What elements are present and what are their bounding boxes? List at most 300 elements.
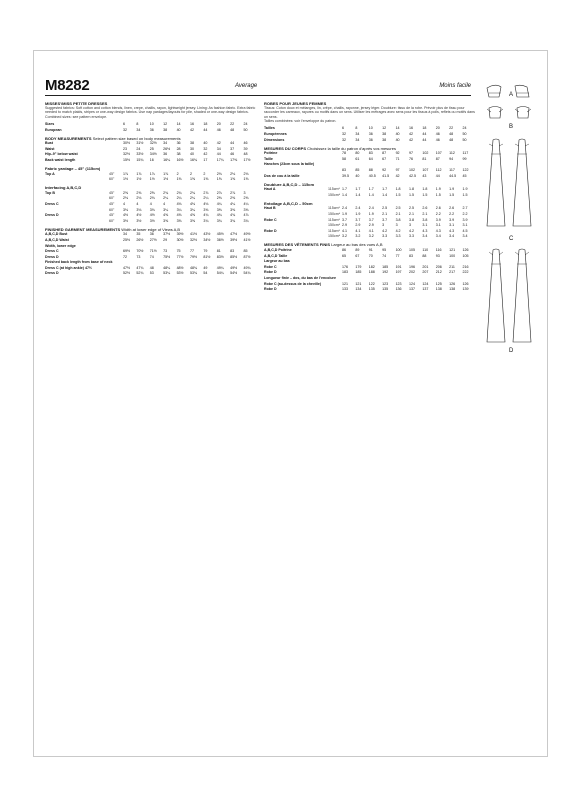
table-cell: 54¼ xyxy=(216,271,224,276)
table-cell: 137 xyxy=(408,287,415,292)
table-cell: 16¾ xyxy=(189,157,197,162)
table-cell: 1.4 xyxy=(382,192,388,197)
table-cell: 2¾ xyxy=(163,190,169,195)
table-cell: 36 xyxy=(149,232,154,237)
sizes-heading-fr: ROBES POUR JEUNES FEMMES xyxy=(264,101,327,106)
table-cell: 22 xyxy=(449,126,454,131)
table-cell: 123 xyxy=(382,281,389,286)
table-cell: 34 xyxy=(216,146,221,151)
row-label: Poitrine xyxy=(264,151,278,156)
table-cell: 3¾ xyxy=(230,218,236,223)
table-cell: 2 xyxy=(203,171,206,176)
finished-heading-fr: MESURES DES VÊTEMENTS FINIS xyxy=(264,242,331,248)
table-cell: 37½ xyxy=(163,232,171,237)
table-cell: 52¾ xyxy=(136,271,144,276)
table-cell: 36 xyxy=(368,132,373,137)
table-cell: 216 xyxy=(462,264,469,269)
table-cell: 41.5 xyxy=(382,173,390,178)
table-cell: 1.7 xyxy=(382,187,388,192)
table-cell: 18 xyxy=(422,126,427,131)
table-cell: 4⅞ xyxy=(243,213,249,218)
table-cell: 3.9 xyxy=(462,217,468,222)
table-cell: 24 xyxy=(136,146,141,151)
row-unit: 150cm* xyxy=(328,192,341,197)
table-cell: 10 xyxy=(368,126,373,131)
table-cell: 116 xyxy=(435,247,442,252)
table-cell: 3¼ xyxy=(189,207,195,212)
table-cell: 3½ xyxy=(149,218,155,223)
table-cell: 134 xyxy=(355,287,362,292)
row-label: Finished back length from base of neck xyxy=(45,260,113,265)
table-cell: 77 xyxy=(189,249,194,254)
interfacing-heading-en: Interfacing A,B,C,D xyxy=(45,185,82,191)
table-cell: 2.9 xyxy=(368,223,374,228)
table-cell: 53¾ xyxy=(189,271,197,276)
table-cell: 34 xyxy=(136,127,141,132)
table-cell: 2.9 xyxy=(355,223,361,228)
table-cell: 1.5 xyxy=(422,192,428,197)
table-cell: 4⅝ xyxy=(163,213,169,218)
table-cell: 3½ xyxy=(123,218,128,223)
row-label: A,B,C,D Waist xyxy=(45,237,69,242)
table-row xyxy=(264,137,476,143)
table-cell: 121 xyxy=(342,281,348,286)
table-cell: 97 xyxy=(395,168,400,173)
table-cell: 44 xyxy=(422,137,427,142)
table-cell: 1⅝ xyxy=(176,177,182,182)
table-cell: 3⅜ xyxy=(216,207,222,212)
table-cell: 1⅝ xyxy=(189,177,195,182)
table-cell: 92 xyxy=(382,168,387,173)
table-cell: 53¼ xyxy=(163,271,171,276)
table-cell: 183 xyxy=(342,270,348,275)
table-cell: 16½ xyxy=(176,157,184,162)
table-cell: 41½ xyxy=(243,237,251,242)
table-cell: 1.8 xyxy=(408,187,414,192)
table-cell: 99 xyxy=(462,156,467,161)
table-cell: 102 xyxy=(422,151,429,156)
table-cell: 3.2 xyxy=(342,234,347,239)
table-cell: 3.1 xyxy=(435,223,441,228)
row-unit xyxy=(328,173,342,179)
table-row xyxy=(45,157,257,163)
table-cell: 54¾ xyxy=(243,271,251,276)
table-cell: 135 xyxy=(382,287,389,292)
table-cell: 2⅜ xyxy=(230,196,236,201)
pattern-header xyxy=(45,77,471,97)
table-cell: 87½ xyxy=(243,254,251,259)
table-cell: 61 xyxy=(355,156,360,161)
view-illustrations xyxy=(479,78,541,358)
table-cell: 2⅞ xyxy=(230,190,236,195)
table-cell: 3 xyxy=(395,223,398,228)
table-cell: 42 xyxy=(408,137,413,142)
row-unit: 45" xyxy=(109,171,115,176)
table-cell: 47¾ xyxy=(136,265,144,270)
table-cell: 46 xyxy=(216,127,221,132)
table-cell: 2⅛ xyxy=(123,196,128,201)
table-cell: 39½ xyxy=(176,232,184,237)
table-cell: 121 xyxy=(355,281,362,286)
table-cell: 1⅝ xyxy=(216,177,222,182)
table-cell: 4.2 xyxy=(382,228,388,233)
table-cell: 18 xyxy=(203,122,208,126)
table-cell: 1.7 xyxy=(368,187,374,192)
table-cell: 42.5 xyxy=(408,173,416,178)
table-cell: 53½ xyxy=(176,271,184,276)
row-label: Top A xyxy=(45,171,55,176)
table-cell: 54 xyxy=(203,271,208,276)
table-cell: 3⅝ xyxy=(189,218,195,223)
table-cell: 2.1 xyxy=(422,212,428,217)
table-cell: 176 xyxy=(342,264,348,269)
table-cell: 3¼ xyxy=(163,207,169,212)
row-label xyxy=(264,234,328,240)
table-cell: 185 xyxy=(382,264,389,269)
table-cell: 3⅜ xyxy=(230,207,236,212)
row-label: A,B,C,D Taille xyxy=(264,253,288,258)
table-cell: 207 xyxy=(422,270,429,275)
table-cell: 34 xyxy=(355,137,360,142)
table-cell: 75½ xyxy=(163,254,171,259)
table-cell: 196 xyxy=(408,264,415,269)
table-cell: 117 xyxy=(462,151,469,156)
table-cell: 49¾ xyxy=(243,265,251,270)
table-cell: 139 xyxy=(462,287,469,292)
table-cell: 32½ xyxy=(149,141,157,146)
table-cell: 3.7 xyxy=(355,217,361,222)
table-cell: 46 xyxy=(435,132,440,137)
row-label: Robe C (au-dessus de la cheville) xyxy=(264,281,322,286)
table-row xyxy=(45,177,257,183)
table-cell: 26½ xyxy=(136,237,144,242)
table-cell: 1.5 xyxy=(395,192,401,197)
table-cell: 72 xyxy=(123,254,127,259)
row-label: Sizes xyxy=(45,122,55,126)
table-cell: 1⅞ xyxy=(123,171,128,176)
table-row xyxy=(45,218,257,224)
table-cell: 2⅛ xyxy=(149,196,155,201)
table-cell: 44 xyxy=(216,152,221,157)
row-unit xyxy=(109,271,123,277)
finished-sub-en: Width at lower edge of Views A,B xyxy=(121,226,181,232)
table-cell: 122 xyxy=(368,281,375,286)
table-row xyxy=(264,287,476,293)
row-unit: 60" xyxy=(109,207,115,212)
table-cell: 3⅜ xyxy=(243,207,249,212)
table-cell: 202 xyxy=(408,270,415,275)
combined-sizes-note-fr: Tailles combinées: voir l'enveloppe du patron. xyxy=(264,119,337,124)
row-unit xyxy=(109,127,123,133)
table-cell: 2⅝ xyxy=(149,190,155,195)
table-cell: 2.6 xyxy=(435,206,441,211)
view-d-label: D xyxy=(509,348,514,354)
table-cell: 64 xyxy=(368,156,373,161)
table-cell: 3 xyxy=(382,223,385,228)
table-cell: 73 xyxy=(136,254,141,259)
table-cell: 77 xyxy=(395,253,400,258)
table-cell: 86 xyxy=(342,247,346,252)
table-cell: 14 xyxy=(395,126,400,131)
table-cell: 4⅛ xyxy=(176,201,182,206)
table-cell: 3.4 xyxy=(462,234,468,239)
table-cell: 85½ xyxy=(230,254,238,259)
table-cell: 48 xyxy=(230,127,235,132)
table-cell: 136 xyxy=(395,287,402,292)
row-unit xyxy=(109,157,123,163)
table-cell: 44 xyxy=(230,141,235,146)
table-cell: 4½ xyxy=(123,213,128,218)
table-cell: 24 xyxy=(243,122,248,126)
table-cell: 1⅝ xyxy=(203,177,209,182)
row-unit: 115cm* xyxy=(328,228,340,233)
row-label: Top B xyxy=(45,190,55,195)
fabric-a-heading-fr: Doublure A,B,C,D – 115cm xyxy=(264,181,315,187)
table-cell: 47½ xyxy=(123,265,130,270)
table-cell: 38 xyxy=(189,141,194,146)
row-unit: 45" xyxy=(109,213,115,218)
table-cell: 49½ xyxy=(243,232,251,237)
table-cell: 81½ xyxy=(203,254,211,259)
table-cell: 79½ xyxy=(189,254,197,259)
table-cell: 52½ xyxy=(123,271,130,276)
table-cell: 36½ xyxy=(216,237,224,242)
table-cell: 211 xyxy=(449,264,455,269)
row-label: Robe C xyxy=(264,264,277,269)
table-cell: 3⅜ xyxy=(203,207,209,212)
interfacing-table-fr xyxy=(264,206,476,240)
view-a-label: A xyxy=(509,92,514,98)
table-cell: 41½ xyxy=(189,232,197,237)
body-measurements-heading-en: BODY MEASUREMENTS xyxy=(45,135,92,141)
table-cell: 3.1 xyxy=(422,223,428,228)
row-label: Robe D xyxy=(264,287,277,292)
table-cell: 49¼ xyxy=(216,265,224,270)
row-label: Dress D xyxy=(45,271,59,276)
row-label: Width, lower edge xyxy=(45,243,76,248)
table-cell: 40.5 xyxy=(368,173,376,178)
table-row xyxy=(45,127,257,133)
table-cell: 74 xyxy=(382,253,387,258)
table-cell: 2.4 xyxy=(342,206,347,211)
table-cell: 1.5 xyxy=(449,192,455,197)
row-unit: 60" xyxy=(109,196,115,201)
table-cell: 3.8 xyxy=(422,217,428,222)
table-cell: 91 xyxy=(368,247,373,252)
table-cell: 34 xyxy=(123,232,127,237)
row-unit: 45" xyxy=(109,190,115,195)
table-cell: 3¾ xyxy=(243,218,249,223)
table-cell: 34 xyxy=(355,132,360,137)
row-label: Longueur finie – dos, du bas de l'encolure xyxy=(264,275,336,280)
table-cell: 83 xyxy=(368,151,373,156)
table-cell: 2 xyxy=(176,171,179,176)
table-cell: 1⅝ xyxy=(230,177,236,182)
row-unit: 60" xyxy=(109,177,115,182)
table-cell: 105 xyxy=(408,247,415,252)
table-cell: 12 xyxy=(382,126,387,131)
table-cell: 14 xyxy=(176,122,181,126)
fabric-a-heading-en: Fabric yardage – 45" (115cm) xyxy=(45,166,101,172)
table-cell: 6 xyxy=(123,122,125,126)
table-cell: 67 xyxy=(382,156,387,161)
body-measurements-sub-fr: Choisissez la taille du patron d'après vos mesures xyxy=(307,145,396,151)
table-cell: 48 xyxy=(449,137,454,142)
table-cell: 3.3 xyxy=(408,234,414,239)
table-cell: 135 xyxy=(368,287,375,292)
table-cell: 3.4 xyxy=(449,234,455,239)
table-cell: 185 xyxy=(355,270,362,275)
table-cell: 2¼ xyxy=(163,196,169,201)
table-cell: 3.8 xyxy=(408,217,414,222)
table-cell: 138 xyxy=(435,287,442,292)
table-cell: 3.1 xyxy=(462,223,468,228)
table-cell: 8 xyxy=(355,126,358,131)
table-cell: 3⅝ xyxy=(176,218,182,223)
row-label: Européennes xyxy=(264,132,287,137)
table-cell: 50 xyxy=(243,127,248,132)
table-cell: 1.9 xyxy=(449,187,455,192)
table-cell: 32 xyxy=(123,127,127,132)
table-cell: 217 xyxy=(449,270,456,275)
table-cell: 1.8 xyxy=(422,187,428,192)
body-measurements-table-fr xyxy=(264,151,476,179)
table-cell: 32 xyxy=(203,146,208,151)
table-cell: 124 xyxy=(422,281,429,286)
table-cell: 65 xyxy=(342,253,346,258)
table-cell: 117 xyxy=(449,168,455,173)
row-unit: 150cm* xyxy=(328,234,341,239)
table-cell: 4⅛ xyxy=(203,201,209,206)
table-cell: 48 xyxy=(449,132,454,137)
table-cell: 34½ xyxy=(149,152,157,157)
table-cell: 97 xyxy=(408,151,413,156)
table-cell: 70½ xyxy=(136,249,144,254)
table-cell: 67 xyxy=(355,253,360,258)
table-cell: 1½ xyxy=(163,177,169,182)
row-label: Taille xyxy=(264,156,273,161)
row-label: European xyxy=(45,127,62,132)
table-cell: 50 xyxy=(462,132,467,137)
table-cell: 2.9 xyxy=(342,223,347,228)
row-label: Dress D xyxy=(45,213,59,218)
view-b-illustration xyxy=(485,104,533,126)
table-cell: 1.4 xyxy=(368,192,374,197)
table-cell: 16 xyxy=(408,126,413,131)
table-cell: 70 xyxy=(368,253,373,258)
table-cell: 77½ xyxy=(176,254,184,259)
table-cell: 2⅝ xyxy=(123,190,128,195)
table-cell: 1½ xyxy=(136,177,142,182)
table-cell: 3¾ xyxy=(203,218,209,223)
table-cell: 137 xyxy=(422,287,429,292)
row-unit: 115cm* xyxy=(328,217,340,222)
table-cell: 22 xyxy=(230,122,235,126)
table-cell: 39 xyxy=(243,146,248,151)
table-cell: 20 xyxy=(435,126,440,131)
row-label: Dos de cou à la taille xyxy=(264,173,300,178)
sizes-heading-en: MISSES'/MISS PETITE DRESSES xyxy=(45,101,108,106)
table-row xyxy=(45,271,257,277)
table-cell: 54½ xyxy=(230,271,238,276)
fabric-a-table-fr xyxy=(264,187,476,198)
table-cell: 3 xyxy=(243,190,246,195)
table-cell: 4.3 xyxy=(435,228,441,233)
table-cell: 39½ xyxy=(230,237,238,242)
table-cell: 2.1 xyxy=(408,212,414,217)
table-cell: 4 xyxy=(136,201,139,206)
table-cell: 1.8 xyxy=(395,187,401,192)
combined-sizes-note-en: Combined sizes: see pattern envelope. xyxy=(45,114,108,119)
table-cell: 3.7 xyxy=(382,217,388,222)
table-cell: 45 xyxy=(462,173,467,178)
table-cell: 34½ xyxy=(203,237,211,242)
table-cell: 30½ xyxy=(123,141,130,146)
table-cell: 28 xyxy=(176,146,181,151)
table-cell: 27½ xyxy=(149,237,157,242)
table-cell: 80 xyxy=(355,151,360,156)
table-cell: 42 xyxy=(189,127,194,132)
table-cell: 43 xyxy=(422,173,427,178)
table-cell: 1.9 xyxy=(462,187,468,192)
table-cell: 40 xyxy=(176,127,181,132)
table-cell: 1½ xyxy=(123,177,128,182)
table-cell: 2¼ xyxy=(176,196,182,201)
table-cell: 4.1 xyxy=(368,228,374,233)
table-row xyxy=(264,234,476,240)
table-cell: 2.1 xyxy=(395,212,401,217)
table-cell: 107 xyxy=(422,168,429,173)
table-cell: 26½ xyxy=(163,146,171,151)
table-cell: 29 xyxy=(163,237,168,242)
fabric-suggestions-fr: Tissus: Coton doux et mélanges, lin, crêpe, challis, rayonne, jersey léger. Doublure: tissu de la robe. Prévoir plus de tissu pour raccorder les carreaux, rayures ou motifs dans un sens. Utiliser les métrages avec sens pour les tissus à poils, reflets ou motifs dans un sens. xyxy=(264,106,475,119)
table-cell: 17¼ xyxy=(216,157,224,162)
table-cell: 3½ xyxy=(136,218,142,223)
difficulty-label-en: Average xyxy=(235,83,258,89)
table-cell: 49 xyxy=(203,265,208,270)
table-cell: 38 xyxy=(176,152,181,157)
row-label: Dimensions xyxy=(264,137,285,142)
row-label: Robe C xyxy=(264,217,277,222)
table-cell: 126 xyxy=(449,281,456,286)
table-cell: 3.7 xyxy=(342,217,347,222)
table-cell: 4.1 xyxy=(355,228,361,233)
table-cell: 42 xyxy=(395,173,400,178)
row-unit: 115cm* xyxy=(328,206,340,211)
table-cell: 3⅛ xyxy=(149,207,155,212)
fabric-suggestions-en: Suggested fabrics: Soft cotton and cotton blends, linen, crepe, challis, rayon, lightweight jersey. Lining: As fashion fabric. Extra fabric needed to match plaids, stripes or one-way design fabrics. Use nap yardages/layouts for pile, shaded or one-way design fabrics. xyxy=(45,106,256,115)
row-label: Dress C (at high ankle) 47½ xyxy=(45,265,92,270)
table-cell: 121 xyxy=(449,247,456,252)
table-cell: 192 xyxy=(382,270,389,275)
table-cell: 1⅞ xyxy=(149,171,155,176)
table-cell: 78 xyxy=(342,151,346,156)
table-cell: 43½ xyxy=(203,232,211,237)
table-cell: 1⅞ xyxy=(163,171,169,176)
row-label: Dress C xyxy=(45,249,59,254)
table-cell: 2¾ xyxy=(189,190,195,195)
table-cell: 48¼ xyxy=(163,265,171,270)
table-cell: 102 xyxy=(408,168,415,173)
row-unit: 45" xyxy=(109,201,115,206)
table-cell: 83 xyxy=(408,253,413,258)
table-cell: 4.3 xyxy=(422,228,428,233)
finished-table-en xyxy=(45,232,257,277)
row-label xyxy=(264,192,328,198)
table-cell: 1.9 xyxy=(355,212,361,217)
row-unit xyxy=(328,137,342,143)
row-label: A,B,C,D Bust xyxy=(45,232,68,237)
